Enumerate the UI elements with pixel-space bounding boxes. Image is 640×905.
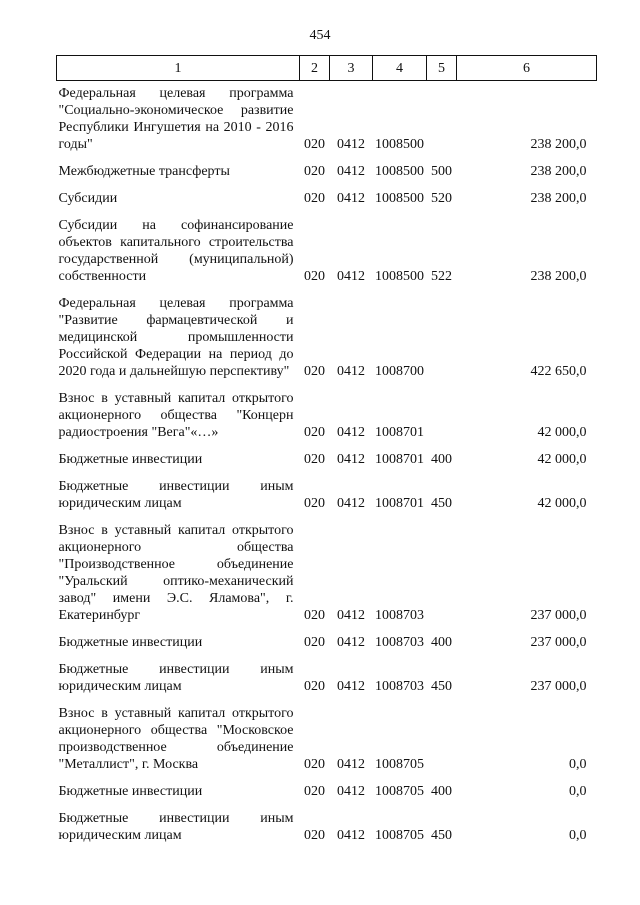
row-amount: 422 650,0 [530,364,587,379]
column-header-4: 4 [373,56,427,81]
row-name: Бюджетные инвестиции иным юридическим лицам [58,479,294,511]
row-code-4: 1008701 [375,425,424,440]
row-code-5 [427,701,457,779]
row-code-5 [427,518,457,630]
row-name: Взнос в уставный капитал открытого акционерного общества "Московское производственное объединение "Металлист", г. Москва [58,706,294,772]
row-code-4: 1008701 [375,452,424,467]
row-code-4: 1008705 [375,757,424,772]
row-code-3: 0412 [337,608,365,623]
row-name: Субсидии [58,191,118,206]
row-code-3: 0412 [337,757,365,772]
row-code-5: 400 [431,452,452,467]
row-code-3: 0412 [337,137,365,152]
table-row [57,447,597,474]
column-header-1: 1 [57,56,300,81]
row-code-3: 0412 [337,679,365,694]
row-code-4: 1008500 [375,137,424,152]
row-code-2: 020 [304,635,325,650]
page-number: 454 [309,28,331,43]
row-code-5: 522 [431,269,452,284]
row-code-3: 0412 [337,425,365,440]
row-amount: 238 200,0 [530,191,587,206]
table-header [57,56,597,81]
table-row [57,657,597,701]
row-name: Бюджетные инвестиции иным юридическим лицам [58,662,294,694]
row-amount: 238 200,0 [530,269,587,284]
row-code-2: 020 [304,452,325,467]
row-code-3: 0412 [337,452,365,467]
column-header-5: 5 [427,56,457,81]
row-code-3: 0412 [337,828,365,843]
table-row [57,291,597,386]
row-code-2: 020 [304,496,325,511]
row-name: Субсидии на софинансирование объектов капитального строительства государственной (муниципальной) собственности [58,218,294,284]
row-code-2: 020 [304,164,325,179]
row-code-4: 1008500 [375,191,424,206]
row-code-5: 450 [431,828,452,843]
row-code-2: 020 [304,679,325,694]
table-row [57,701,597,779]
row-code-3: 0412 [337,364,365,379]
row-code-4: 1008705 [375,828,424,843]
row-amount: 238 200,0 [530,137,587,152]
row-amount: 0,0 [569,784,587,799]
row-code-5: 450 [431,679,452,694]
header-row [57,56,597,81]
row-amount: 237 000,0 [530,635,587,650]
row-name: Взнос в уставный капитал открытого акционерного общества "Производственное объединение "Уральский оптико-механический завод" имени Э.С. Яламова", г. Екатеринбург [58,523,294,623]
row-code-4: 1008500 [375,164,424,179]
column-header-2: 2 [300,56,330,81]
row-code-4: 1008701 [375,496,424,511]
column-header-6: 6 [457,56,597,81]
row-code-4: 1008700 [375,364,424,379]
row-code-5: 400 [431,635,452,650]
table-row [57,213,597,291]
row-code-3: 0412 [337,191,365,206]
row-amount: 42 000,0 [537,452,587,467]
row-code-2: 020 [304,828,325,843]
row-code-5: 400 [431,784,452,799]
row-code-5 [427,386,457,447]
row-amount: 237 000,0 [530,679,587,694]
table-row [57,81,597,160]
table-row [57,518,597,630]
row-code-2: 020 [304,608,325,623]
row-amount: 237 000,0 [530,608,587,623]
row-code-2: 020 [304,364,325,379]
row-code-5 [427,291,457,386]
column-header-3: 3 [330,56,373,81]
row-amount: 42 000,0 [537,496,587,511]
row-code-2: 020 [304,269,325,284]
row-code-3: 0412 [337,269,365,284]
row-name: Бюджетные инвестиции [58,635,203,650]
row-code-2: 020 [304,425,325,440]
row-code-3: 0412 [337,496,365,511]
row-code-3: 0412 [337,164,365,179]
row-name: Межбюджетные трансферты [58,164,230,179]
row-code-2: 020 [304,784,325,799]
row-code-5: 450 [431,496,452,511]
row-name: Бюджетные инвестиции [58,784,203,799]
row-code-5: 500 [431,164,452,179]
table-row [57,386,597,447]
row-name: Бюджетные инвестиции [58,452,203,467]
row-code-5 [427,81,457,160]
row-code-3: 0412 [337,784,365,799]
table-row [57,806,597,850]
row-amount: 42 000,0 [537,425,587,440]
row-code-3: 0412 [337,635,365,650]
row-code-2: 020 [304,191,325,206]
row-name: Федеральная целевая программа "Социально-экономическое развитие Республики Ингушетия на 2010 - 2016 годы" [58,86,294,152]
row-code-4: 1008703 [375,635,424,650]
row-code-2: 020 [304,137,325,152]
table-row [57,186,597,213]
table-row [57,779,597,806]
row-name: Взнос в уставный капитал открытого акционерного общества "Концерн радиостроения "Вега"«…» [58,391,294,440]
row-code-5: 520 [431,191,452,206]
table-row [57,630,597,657]
table-row [57,474,597,518]
row-code-4: 1008705 [375,784,424,799]
row-name: Бюджетные инвестиции иным юридическим лицам [58,811,294,843]
table-body [57,81,597,851]
row-code-4: 1008500 [375,269,424,284]
budget-table [56,55,597,850]
row-amount: 0,0 [569,828,587,843]
row-amount: 238 200,0 [530,164,587,179]
row-code-2: 020 [304,757,325,772]
row-code-4: 1008703 [375,679,424,694]
table-row [57,159,597,186]
row-name: Федеральная целевая программа "Развитие фармацевтической и медицинской промышленности Российской Федерации на период до 2020 года и дальнейшую перспективу" [58,296,294,379]
row-amount: 0,0 [569,757,587,772]
row-code-4: 1008703 [375,608,424,623]
